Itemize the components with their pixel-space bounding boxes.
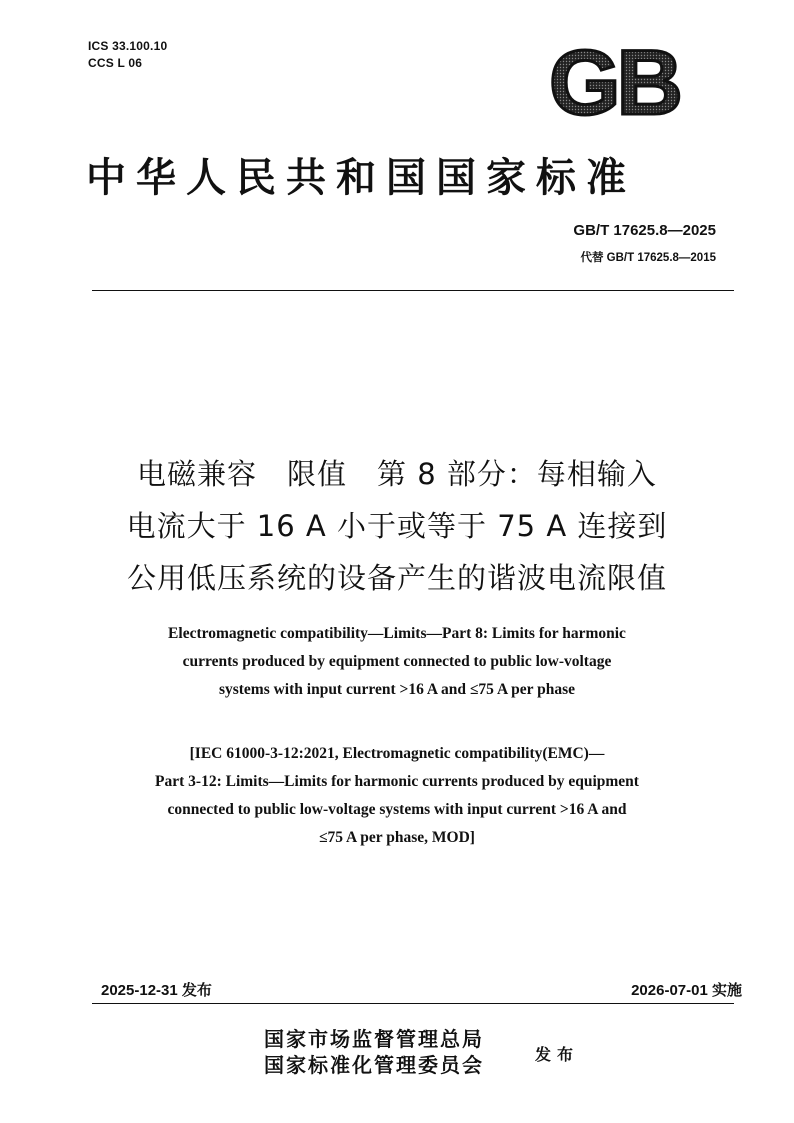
chinese-title-line: 公用低压系统的设备产生的谐波电流限值 [126, 561, 667, 595]
iec-reference-line: [IEC 61000-3-12:2021, Electromagnetic compatibility(EMC)— [189, 745, 605, 762]
standard-number: GB/T 17625.8—2025 [573, 222, 716, 239]
chinese-title-line: 电流大于 16 A 小于或等于 75 A 连接到 [126, 509, 668, 543]
iec-reference-line: ≤75 A per phase, MOD] [319, 829, 475, 846]
issue-date: 2025-12-31 发布 [101, 982, 212, 999]
iec-reference-line: Part 3-12: Limits—Limits for harmonic currents produced by equipment [155, 773, 639, 790]
chinese-title [60, 448, 734, 604]
chinese-title-line: 电磁兼容 限值 第 8 部分：每相输入 [137, 457, 657, 491]
implementation-date: 2026-07-01 实施 [631, 982, 742, 999]
english-title-line: currents produced by equipment connected to public low-voltage [182, 653, 612, 670]
ccs-code: CCS L 06 [88, 56, 143, 70]
ics-code: ICS 33.100.10 [88, 39, 168, 53]
replaces-standard: 代替 GB/T 17625.8—2015 [580, 252, 716, 264]
national-standard-title: 中华人民共和国国家标准 [86, 154, 636, 201]
iec-reference [90, 740, 704, 852]
classification-codes [88, 38, 167, 72]
gb-logo-text: GB [549, 42, 679, 122]
issuing-authorities [264, 1026, 484, 1078]
issuer-samr: 国家市场监督管理总局 [264, 1027, 484, 1051]
english-title-line: systems with input current >16 A and ≤75 A per phase [218, 681, 576, 698]
gb-logo [538, 42, 690, 122]
header-divider [92, 290, 734, 291]
issuer-sac: 国家标准化管理委员会 [264, 1053, 484, 1077]
footer-divider [92, 1003, 734, 1004]
english-title-line: Electromagnetic compatibility—Limits—Part 8: Limits for harmonic [168, 625, 626, 642]
english-title [90, 620, 704, 704]
iec-reference-line: connected to public low-voltage systems with input current >16 A and [167, 801, 627, 818]
publish-label: 发布 [535, 1045, 580, 1064]
